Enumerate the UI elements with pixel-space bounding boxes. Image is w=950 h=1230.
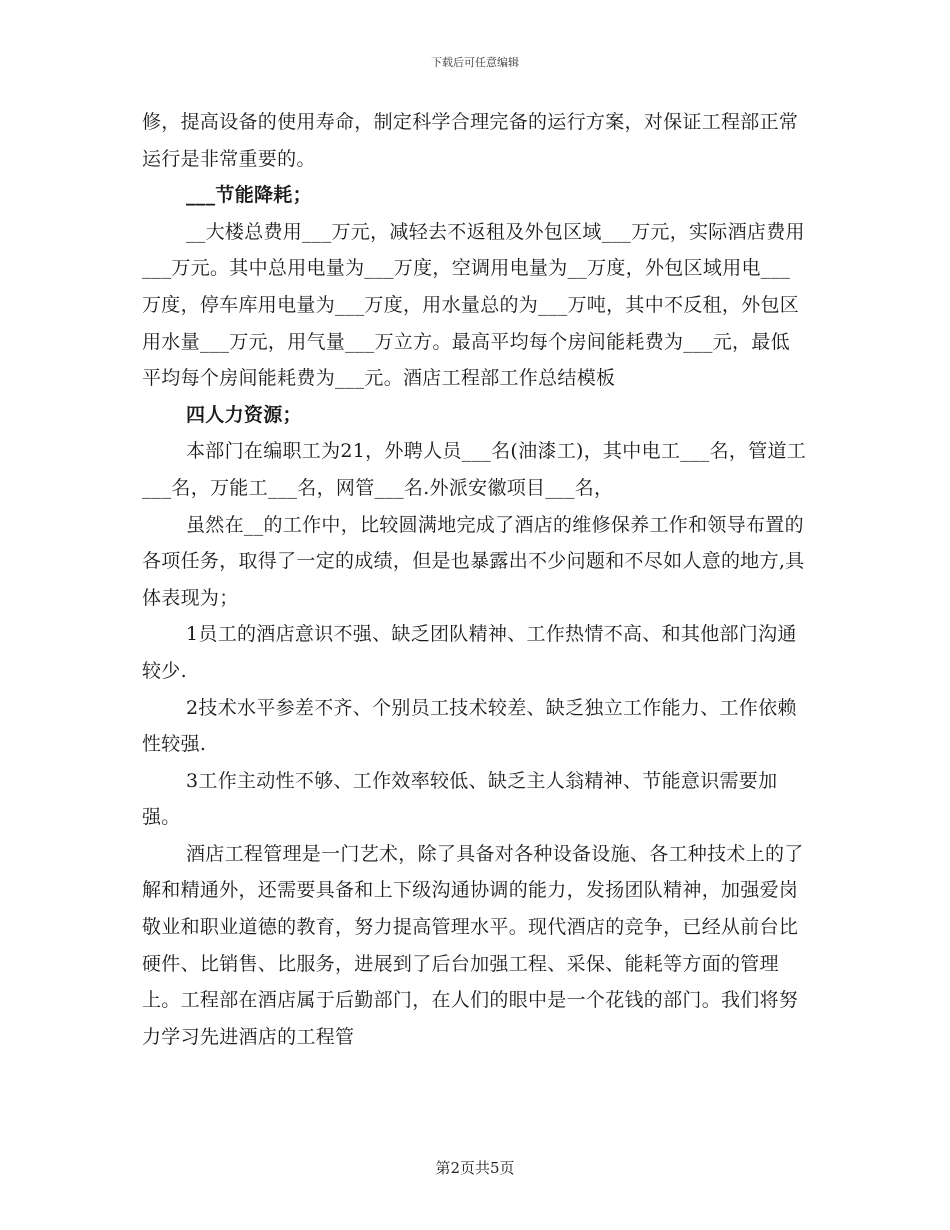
page-header: 下载后可任意编辑	[431, 56, 519, 69]
section-heading-human-resources: 四人力资源；	[186, 403, 302, 426]
list-item-3: 3工作主动性不够、工作效率较低、缺乏主人翁精神、节能意识需要加强。	[142, 769, 778, 829]
paragraph-management: 酒店工程管理是一门艺术，除了具备对各种设备设施、各工种技术上的了解和精通外，还需要具备和上下级沟通协调的能力，发扬团队精神，加强爱岗敬业和职业道德的教育，努力提高管理水平。现代酒店的竞争，已经从前台比硬件、比销售、比服务，进展到了后台加强工程、采保、能耗等方面的管理上。工程部在酒店属于后勤部门，在人们的眼中是一个花钱的部门。我们将努力学习先进酒店的工程管	[142, 842, 804, 1048]
paragraph-1: 修，提高设备的使用寿命，制定科学合理完备的运行方案，对保证工程部正常运行是非常重要的。	[142, 111, 799, 170]
section-heading-energy-saving: ___节能降耗；	[186, 184, 312, 207]
list-item-2: 2技术水平参差不齐、个别员工技术较差、缺乏独立工作能力、工作依赖性较强.	[142, 696, 797, 756]
list-item-1: 1员工的酒店意识不强、缺乏团队精神、工作热情不高、和其他部门沟通较少.	[142, 623, 797, 682]
paragraph-problems-intro: 虽然在__的工作中，比较圆满地完成了酒店的维修保养工作和领导布置的各项任务，取得了一定的成绩，但是也暴露出不少问题和不尽如人意的地方,具体表现为；	[142, 513, 805, 609]
document-body	[142, 104, 808, 1055]
paragraph-staffing: 本部门在编职工为21，外聘人员___名(油漆工)，其中电工___名，管道工___名，万能工___名，网管___名.外派安徽项目___名，	[142, 440, 807, 499]
paragraph-energy-details: __大楼总费用___万元，减轻去不返租及外包区域___万元，实际酒店费用___万元。其中总用电量为___万度，空调用电量为__万度，外包区域用电___万度，停车库用电量为___万度，用水量总的为___万吨，其中不反租，外包区用水量___万元，用气量___万立方。最高平均每个房间能耗费为___元，最低平均每个房间能耗费为___元。酒店工程部工作总结模板	[142, 220, 805, 390]
page-footer: 第2页共5页	[435, 1159, 515, 1177]
